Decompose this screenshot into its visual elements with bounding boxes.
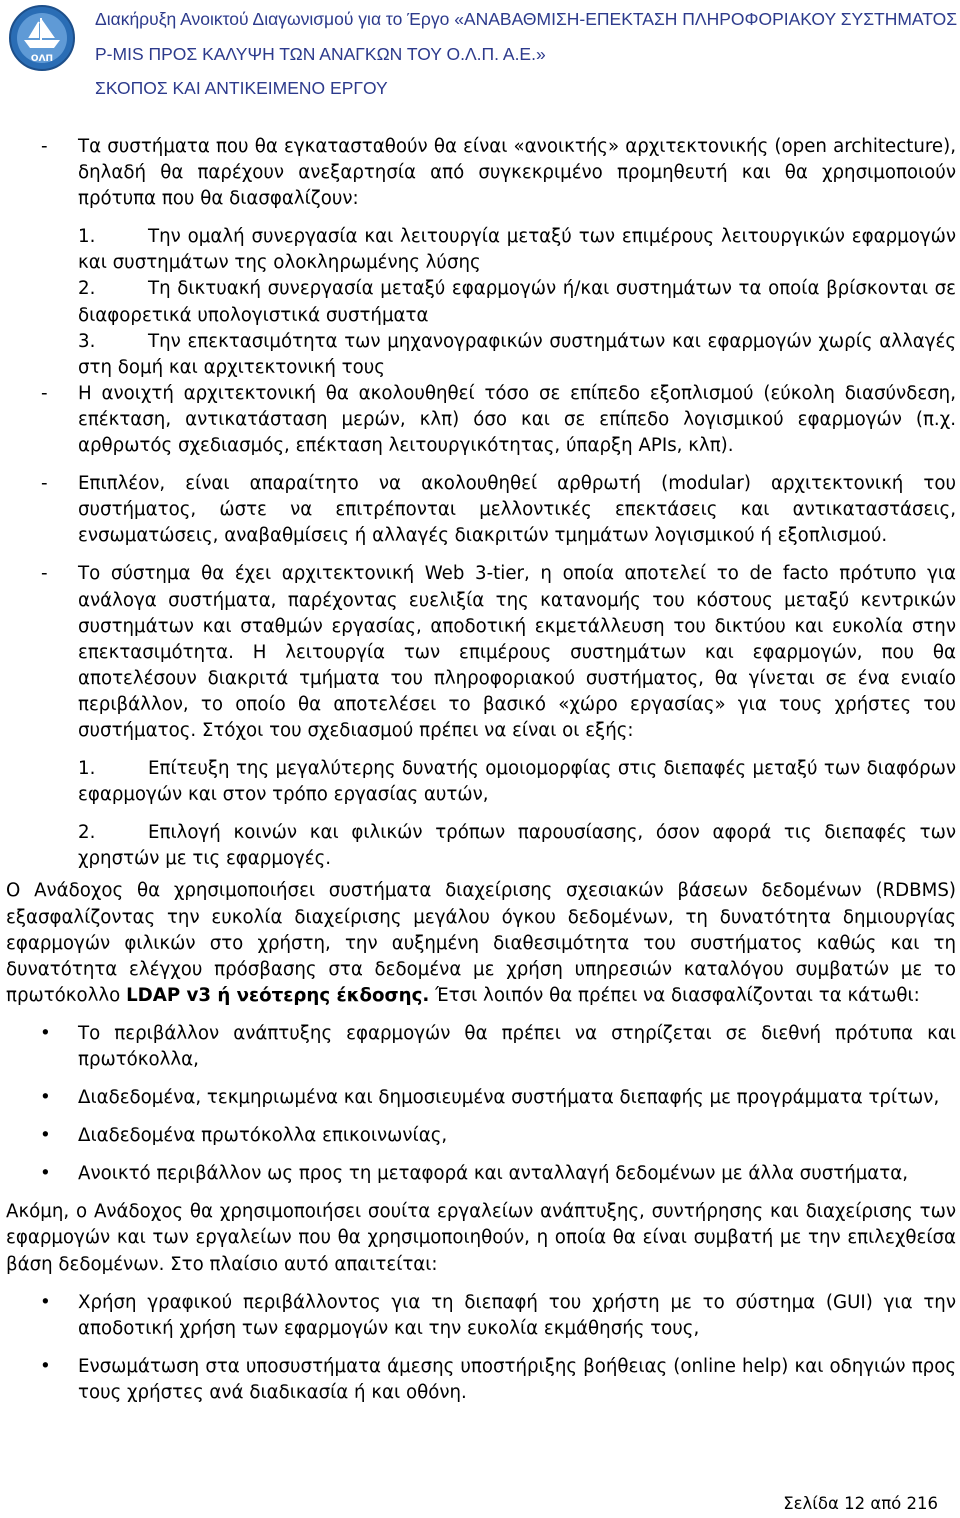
numbered-item-3 (6, 329, 956, 381)
bullet-marker: • (40, 1125, 51, 1147)
paragraph-text: Επιπλέον, είναι απαραίτητο να ακολουθηθεί αρθρωτή (modular) αρχιτεκτονική του συστήματος, ώστε να επιτρέπονται μελλοντικές επεκτάσεις και αντικαταστάσεις, ενσωματώσεις, αναβαθμίσεις ή αλλαγές διακριτών τμημάτων λογισμικού ή εξοπλισμού. (78, 473, 956, 547)
header-section: ΣΚΟΠΟΣ ΚΑΙ ΑΝΤΙΚΕΙΜΕΝΟ ΕΡΓΟΥ (95, 78, 388, 98)
item-number: 2. (78, 278, 96, 300)
bullet-item-4 (6, 1161, 956, 1187)
dash-paragraph-open-architecture (6, 134, 956, 212)
bullet-text: Χρήση γραφικού περιβάλλοντος για τη διεπαφή του χρήστη με το σύστημα (GUI) για την αποδοτική χρήση των εφαρμογών και την ευκολία εκμάθησής τους, (78, 1291, 956, 1339)
goal-item-2 (6, 820, 956, 872)
item-number: 3. (78, 330, 96, 352)
dash-paragraph-web-3-tier (6, 561, 956, 744)
header-title-line1: Διακήρυξη Ανοικτού Διαγωνισμού για το Έργο «ΑΝΑΒΑΘΜΙΣΗ-ΕΠΕΚΤΑΣΗ ΠΛΗΡΟΦΟΡΙΑΚΟΥ ΣΥΣΤΗΜΑΤΟΣ (95, 9, 958, 29)
ldap-bold-text: LDAP v3 ή νεότερης έκδοσης. (126, 984, 430, 1006)
paragraph-text: Ο Ανάδοχος θα χρησιμοποιήσει συστήματα διαχείρισης σχεσιακών βάσεων δεδομένων (RDBMS) εξασφαλίζοντας την ευκολία διαχείρισης μεγάλου όγκου δεδομένων, τη δυνατότητα δημιουργίας εφαρμογών φιλικών στο χρήστη, την αυξημένη διαθεσιμότητα του συστήματος καθώς και τη δυνατότητα ελέγχου πρόσβασης στα δεδομένα με χρήση υπηρεσιών καταλόγου συμβατών με το πρωτόκολλο (6, 880, 956, 1006)
bullet-item-gui (6, 1290, 956, 1342)
paragraph-text: Τα συστήματα που θα εγκατασταθούν θα είναι «ανοικτής» αρχιτεκτονικής (open architecture), δηλαδή θα παρέχουν ανεξαρτησία από συγκεκριμένο προμηθευτή και θα χρησιμοποιούν πρότυπα που θα διασφαλίζουν: (78, 136, 956, 210)
item-number: 1. (78, 226, 96, 248)
item-text: Την ομαλή συνεργασία και λειτουργία μεταξύ των επιμέρους λειτουργικών εφαρμογών και συστημάτων της ολοκληρωμένης λύσης (78, 226, 956, 274)
item-text: Επιλογή κοινών και φιλικών τρόπων παρουσίασης, όσον αφορά τις διεπαφές των χρηστών με τις εφαρμογές. (78, 822, 956, 870)
bullet-item-3 (6, 1123, 956, 1149)
item-number: 2. (78, 822, 96, 844)
bullet-text: Ενσωμάτωση στα υποσυστήματα άμεσης υποστήριξης βοήθειας (online help) και οδηγιών προς τους χρήστες ανά διαδικασία ή και οθόνη. (78, 1355, 956, 1403)
dash-marker: - (41, 563, 48, 585)
header-title-line2: P-MIS ΠΡΟΣ ΚΑΛΥΨΗ ΤΩΝ ΑΝΑΓΚΩΝ ΤΟΥ Ο.Λ.Π. Α.Ε.» (95, 44, 546, 64)
olp-logo (8, 4, 76, 72)
dash-marker: - (41, 136, 48, 157)
bullet-marker: • (40, 1163, 51, 1185)
bullet-text: Διαδεδομένα, τεκμηριωμένα και δημοσιευμένα συστήματα διεπαφής με προγράμματα τρίτων, (78, 1087, 940, 1109)
paragraph-text: Το σύστημα θα έχει αρχιτεκτονική Web 3-tier, η οποία αποτελεί το de facto πρότυπο για ανάλογα συστήματα, παρέχοντας ευελιξία της κατανομής του κόστους μεταξύ κεντρικών συστημάτων και σταθμών εργασίας, αποδοτική εκμετάλλευση του δικτύου και ευκολία στην επεκτασιμότητα. Η λειτουργία των επιμέρους συστημάτων και εφαρμογών, που θα αποτελέσουν διακριτά τμήματα του πληροφοριακού συστήματος, θα γίνεται σε ένα ενιαίο περιβάλλον, το οποίο θα αποτελέσει το βασικό «χώρο εργασίας» για τους χρήστες του συστήματος. Στόχοι του σχεδιασμού πρέπει να είναι οι εξής: (78, 563, 956, 741)
dash-paragraph-modular (6, 471, 956, 549)
bullet-marker: • (40, 1087, 51, 1109)
bullet-item-1 (6, 1021, 956, 1073)
bullet-marker: • (40, 1022, 51, 1044)
paragraph-tools-suite: Ακόμη, ο Ανάδοχος θα χρησιμοποιήσει σουίτα εργαλείων ανάπτυξης, συντήρησης και διαχείρισης των εφαρμογών και των εργαλείων που θα χρησιμοποιηθούν, η οποία θα είναι συμβατή με την επιλεχθείσα βάση δεδομένων. Στο πλαίσιο αυτό απαιτείται: (6, 1201, 956, 1275)
item-text: Επίτευξη της μεγαλύτερης δυνατής ομοιομορφίας στις διεπαφές μεταξύ των διαφόρων εφαρμογών και στον τρόπο εργασίας αυτών, (78, 758, 956, 806)
dash-marker: - (41, 382, 48, 404)
goal-item-1 (6, 756, 956, 808)
numbered-item-2 (6, 276, 956, 328)
paragraph-text-end: Έτσι λοιπόν θα πρέπει να διασφαλίζονται τα κάτωθι: (429, 984, 920, 1006)
dash-paragraph-open-hw-sw (6, 381, 956, 459)
dash-marker: - (41, 473, 48, 495)
item-text: Τη δικτυακή συνεργασία μεταξύ εφαρμογών ή/και συστημάτων τα οποία βρίσκονται σε διαφορετικά υπολογιστικά συστήματα (78, 278, 956, 326)
bullet-text: Το περιβάλλον ανάπτυξης εφαρμογών θα πρέπει να στηρίζεται σε διεθνή πρότυπα και πρωτόκολλα, (78, 1022, 956, 1070)
item-number: 1. (78, 758, 96, 780)
bullet-marker: • (40, 1291, 51, 1313)
paragraph-text: Η ανοιχτή αρχιτεκτονική θα ακολουθηθεί τόσο σε επίπεδο εξοπλισμού (εύκολη διασύνδεση, επέκταση, αντικατάσταση μερών, κλπ) όσο και σε επίπεδο λογισμικού εφαρμογών (π.χ. αρθρωτός σχεδιασμός, επέκταση λειτουργικότητας, ύπαρξη APIs, κλπ). (78, 382, 956, 457)
numbered-item-1 (6, 224, 956, 276)
bullet-marker: • (40, 1355, 51, 1377)
bullet-text: Διαδεδομένα πρωτόκολλα επικοινωνίας, (78, 1125, 448, 1147)
item-text: Την επεκτασιμότητα των μηχανογραφικών συστημάτων και εφαρμογών χωρίς αλλαγές στη δομή και αρχιτεκτονική τους (78, 330, 956, 378)
bullet-text: Ανοικτό περιβάλλον ως προς τη μεταφορά και ανταλλαγή δεδομένων με άλλα συστήματα, (78, 1163, 909, 1185)
document-body (6, 134, 956, 1406)
bullet-item-2 (6, 1085, 956, 1111)
logo-text: ΟΛΠ (30, 54, 54, 64)
page-number: Σελίδα 12 από 216 (783, 1494, 938, 1513)
bullet-item-online-help (6, 1354, 956, 1406)
paragraph-rdbms (6, 878, 956, 1008)
